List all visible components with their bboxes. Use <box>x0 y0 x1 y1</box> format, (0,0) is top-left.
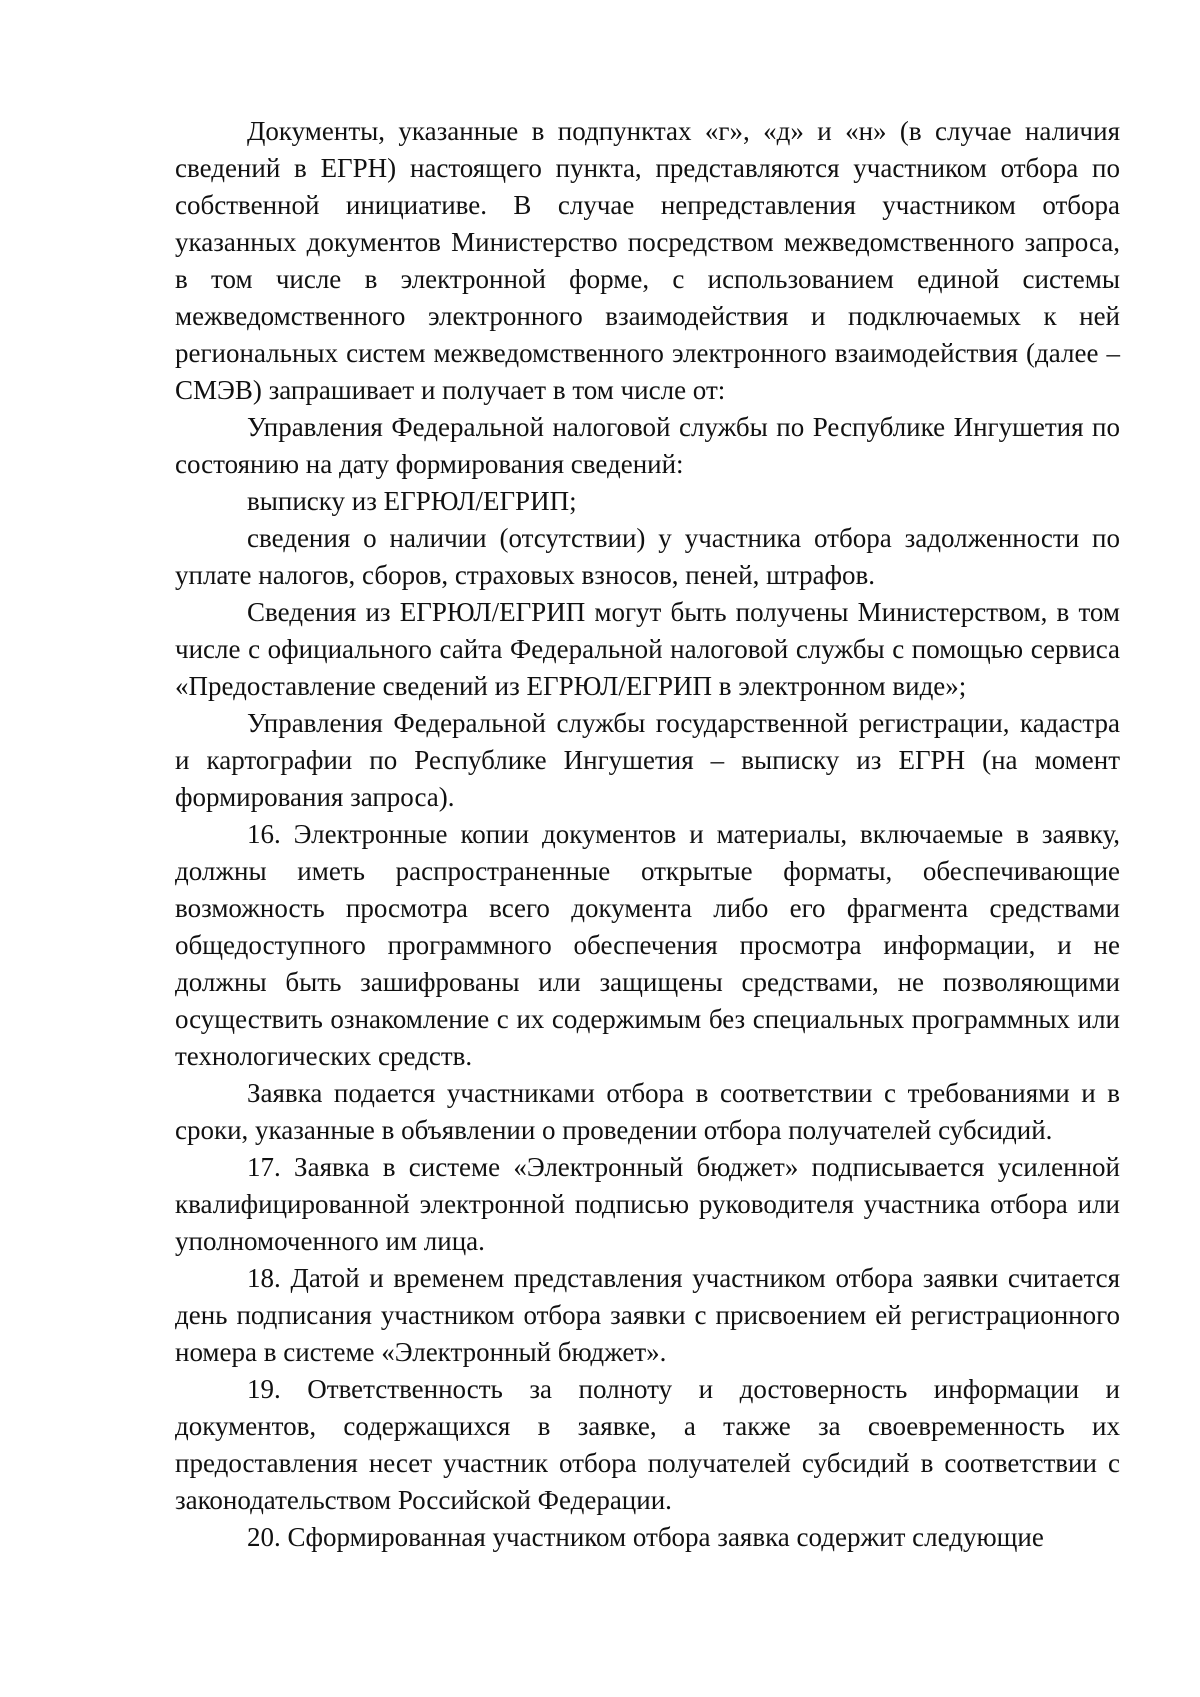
paragraph-registration-service: Управления Федеральной службы государственной регистрации, кадастра и картографии по Республике Ингушетия – выписку из ЕГРН (на момент формирования запроса). <box>175 708 1120 812</box>
paragraph-item-16: 16. Электронные копии документов и материалы, включаемые в заявку, должны иметь распространенные открытые форматы, обеспечивающие возможность просмотра всего документа либо его фрагмента средствами общедоступного программного обеспечения просмотра информации, и не должны быть зашифрованы или защищены средствами, не позволяющими осуществить ознакомление с их содержимым без специальных программных или технологических средств. <box>175 819 1120 1071</box>
document-body <box>175 113 1120 1556</box>
paragraph-item-20: 20. Сформированная участником отбора заявка содержит следующие <box>247 1522 1044 1552</box>
paragraph-documents-submission: Документы, указанные в подпунктах «г», «д» и «н» (в случае наличия сведений в ЕГРН) настоящего пункта, представляются участником отбора по собственной инициативе. В случае непредставления участником отбора указанных документов Министерство посредством межведомственного запроса, в том числе в электронной форме, с использованием единой системы межведомственного электронного взаимодействия и подключаемых к ней региональных систем межведомственного электронного взаимодействия (далее – СМЭВ) запрашивает и получает в том числе от: <box>175 116 1120 405</box>
paragraph-egrul-extract: выписку из ЕГРЮЛ/ЕГРИП; <box>247 486 577 516</box>
paragraph-egrul-info: Сведения из ЕГРЮЛ/ЕГРИП могут быть получены Министерством, в том числе с официального сайта Федеральной налоговой службы с помощью сервиса «Предоставление сведений из ЕГРЮЛ/ЕГРИП в электронном виде»; <box>175 597 1120 701</box>
paragraph-item-19: 19. Ответственность за полноту и достоверность информации и документов, содержащихся в заявке, а также за своевременность их предоставления несет участник отбора получателей субсидий в соответствии с законодательством Российской Федерации. <box>175 1374 1120 1515</box>
paragraph-application-submission: Заявка подается участниками отбора в соответствии с требованиями и в сроки, указанные в объявлении о проведении отбора получателей субсидий. <box>175 1078 1120 1145</box>
paragraph-item-18: 18. Датой и временем представления участником отбора заявки считается день подписания участником отбора заявки с присвоением ей регистрационного номера в системе «Электронный бюджет». <box>175 1263 1120 1367</box>
paragraph-tax-service: Управления Федеральной налоговой службы по Республике Ингушетия по состоянию на дату формирования сведений: <box>175 412 1120 479</box>
paragraph-debt-info: сведения о наличии (отсутствии) у участника отбора задолженности по уплате налогов, сборов, страховых взносов, пеней, штрафов. <box>175 523 1120 590</box>
paragraph-item-17: 17. Заявка в системе «Электронный бюджет» подписывается усиленной квалифицированной электронной подписью руководителя участника отбора или уполномоченного им лица. <box>175 1152 1120 1256</box>
